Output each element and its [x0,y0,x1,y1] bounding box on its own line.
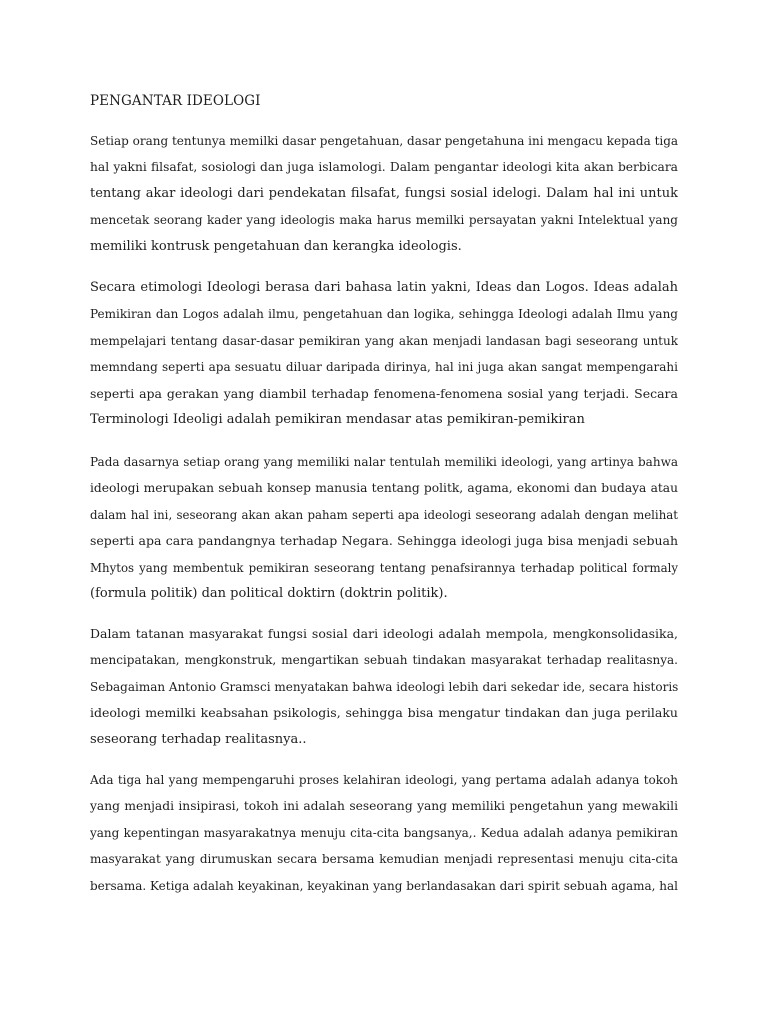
paragraph-line: seperti apa cara pandangnya terhadap Negara. Sehingga ideologi juga bisa menjadi sebuah [90,533,678,549]
paragraph-line: tentang akar ideologi dari pendekatan filsafat, fungsi sosial idelogi. Dalam hal ini untuk [90,185,678,201]
paragraph-line: yang menjadi insipirasi, tokoh ini adalah seseorang yang memiliki pengetahun yang mewakili [90,799,678,814]
paragraph-1 [90,128,678,260]
paragraph-line: bersama. Ketiga adalah keyakinan, keyakinan yang berlandasakan dari spirit sebuah agama, hal [90,878,678,893]
paragraph-4 [90,621,678,753]
paragraph-line: Sebagaiman Antonio Gramsci menyatakan bahwa ideologi lebih dari sekedar ide, secara historis [90,679,678,694]
document-title: PENGANTAR IDEOLOGI [90,93,261,109]
paragraph-line: Mhytos yang membentuk pemikiran seseorang tentang penafsirannya terhadap political formaly [90,560,678,575]
paragraph-line: yang kepentingan masyarakatnya menuju cita-cita bangsanya,. Kedua adalah adanya pemikiran [90,825,678,840]
paragraph-line: (formula politik) dan political doktirn (doktrin politik). [90,585,448,601]
paragraph-line: Setiap orang tentunya memilki dasar pengetahuan, dasar pengetahuna ini mengacu kepada tiga [90,134,678,148]
paragraph-line: memiliki kontrusk pengetahuan dan kerangka ideologis. [90,238,462,254]
paragraph-line: hal yakni filsafat, sosiologi dan juga islamologi. Dalam pengantar ideologi kita akan berbicara [90,160,678,175]
paragraph-line: ideologi memilki keabsahan psikologis, sehingga bisa mengatur tindakan dan juga perilaku [90,705,678,721]
paragraph-line: Terminologi Ideoligi adalah pemikiran mendasar atas pemikiran-pemikiran [90,411,585,427]
paragraph-line: seperti apa gerakan yang diambil terhadap fenomena-fenomena sosial yang terjadi. Secara [90,385,678,401]
paragraph-line: seseorang terhadap realitasnya.. [90,731,307,747]
paragraph-5 [90,767,678,899]
paragraph-line: mencipatakan, mengkonstruk, mengartikan sebuah tindakan masyarakat terhadap realitasnya. [90,653,678,668]
paragraph-line: mencetak seorang kader yang ideologis maka harus memilki persayatan yakni Intelektual yang [90,213,678,228]
paragraph-line: Secara etimologi Ideologi berasa dari bahasa latin yakni, Ideas dan Logos. Ideas adalah [90,280,678,295]
paragraph-line: mempelajari tentang dasar-dasar pemikiran yang akan menjadi landasan bagi seseorang untuk [90,333,678,348]
paragraph-line: Ada tiga hal yang mempengaruhi proses kelahiran ideologi, yang pertama adalah adanya tokoh [90,773,678,787]
paragraph-line: Pemikiran dan Logos adalah ilmu, pengetahuan dan logika, sehingga Ideologi adalah Ilmu yang [90,307,678,322]
paragraph-line: ideologi merupakan sebuah konsep manusia tentang politk, agama, ekonomi dan budaya atau [90,481,678,496]
paragraph-3 [90,449,678,607]
paragraph-line: dalam hal ini, seseorang akan akan paham seperti apa ideologi seseorang adalah dengan melihat [90,507,678,522]
paragraph-line: Dalam tatanan masyarakat fungsi sosial dari ideologi adalah mempola, mengkonsolidasika, [90,626,678,641]
paragraph-2 [90,275,678,433]
paragraph-line: masyarakat yang dirumuskan secara bersama kemudian menjadi representasi menuju cita-cita [90,852,678,867]
paragraph-line: Pada dasarnya setiap orang yang memiliki nalar tentulah memiliki ideologi, yang artinya bahwa [90,455,678,469]
paragraph-line: memndang seperti apa sesuatu diluar daripada dirinya, hal ini juga akan sangat mempengarahi [90,360,678,375]
